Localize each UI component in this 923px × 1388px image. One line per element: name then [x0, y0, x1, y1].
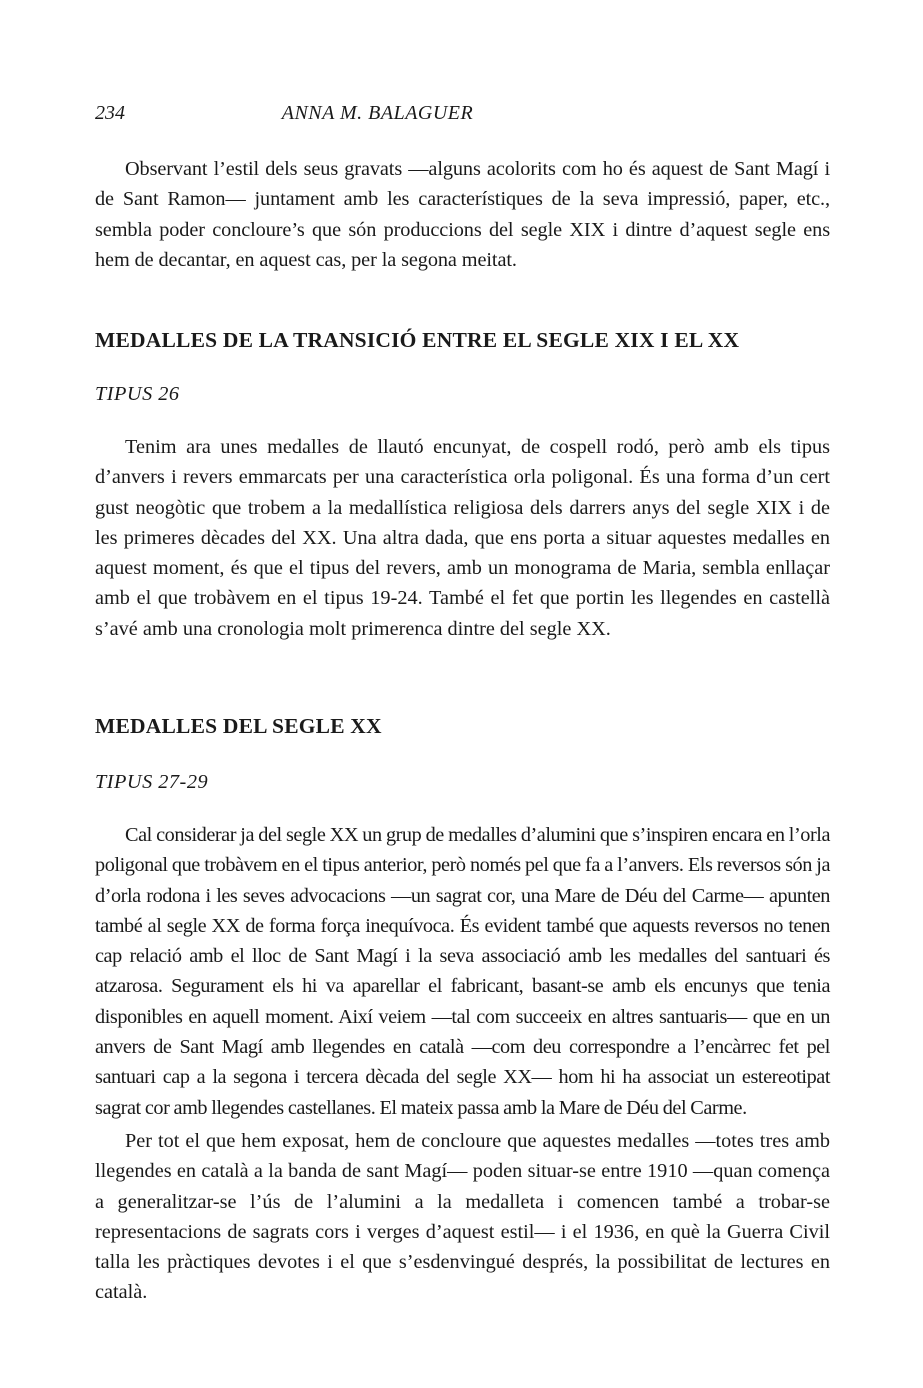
- tipus-26-label: TIPUS 26: [95, 383, 180, 405]
- section-1-paragraph: Tenim ara unes medalles de llautó encunyat, de cospell rodó, però amb els tipus d’anvers i revers emmarcats per una característica orla poligonal. És una forma d’un cert gust neogòtic que trobem a la medallística religiosa dels darrers anys del segle XIX i de les primeres dècades del XX. Una altra dada, que ens porta a situar aquestes medalles en aquest moment, és que el tipus del revers, amb un monograma de Maria, sembla enllaçar amb el que trobàvem en el tipus 19-24. També el fet que portin les llegendes en castellà s’avé amb una cronologia molt primerenca dintre del segle XX.: [95, 436, 830, 640]
- running-title: ANNA M. BALAGUER: [281, 102, 474, 124]
- intro-paragraph: Observant l’estil dels seus gravats —alguns acolorits com ho és aquest de Sant Magí i de Sant Ramon— juntament amb les característiques de la seva impressió, paper, etc., sembla poder concloure’s que són produccions del segle XIX i dintre d’aquest segle ens hem de decantar, en aquest cas, per la segona meitat.: [95, 158, 830, 271]
- tipus-27-29-label: TIPUS 27-29: [95, 771, 209, 793]
- section-2-paragraph-2: Per tot el que hem exposat, hem de concloure que aquestes medalles —totes tres amb llegendes en català a la banda de sant Magí— poden situar-se entre 1910 —quan comença a generalitzar-se l’ús de l’alumini a la medalleta i comencen també a trobar-se representacions de sagrats cors i verges d’aquest estil— i el 1936, en què la Guerra Civil talla les pràctiques devotes i el que s’esdenvingué després, la possibilitat de lectures en català.: [95, 1130, 830, 1304]
- section-heading-segle-xx: MEDALLES DEL SEGLE XX: [95, 714, 382, 738]
- section-heading-transicio: MEDALLES DE LA TRANSICIÓ ENTRE EL SEGLE XIX I EL XX: [95, 328, 740, 352]
- running-head: [95, 102, 830, 132]
- document-page: [95, 0, 830, 1388]
- section-2-paragraph-1: Cal considerar ja del segle XX un grup de medalles d’alumini que s’inspiren encara en l’orla poligonal que trobàvem en el tipus anterior, però només pel que fa a l’anvers. Els reversos són ja d’orla rodona i les seves advocacions —un sagrat cor, una Mare de Déu del Carme— apunten també al segle XX de forma força inequívoca. És evident també que aquests reversos no tenen cap relació amb el lloc de Sant Magí i la seva associació amb les medalles del santuari és atzarosa. Segurament els hi va aparellar el fabricant, basant-se amb els encunys que tenia disponibles en aquell moment. Així veiem —tal com succeeix en altres santuaris— que en un anvers de Sant Magí amb llegendes en català —com deu correspondre a l’encàrrec fet pel santuari cap a la segona i tercera dècada del segle XX— hom hi ha associat un estereotipat sagrat cor amb llegendes castellanes. El mateix passa amb la Mare de Déu del Carme.: [95, 824, 830, 1119]
- page-number: 234: [95, 102, 125, 124]
